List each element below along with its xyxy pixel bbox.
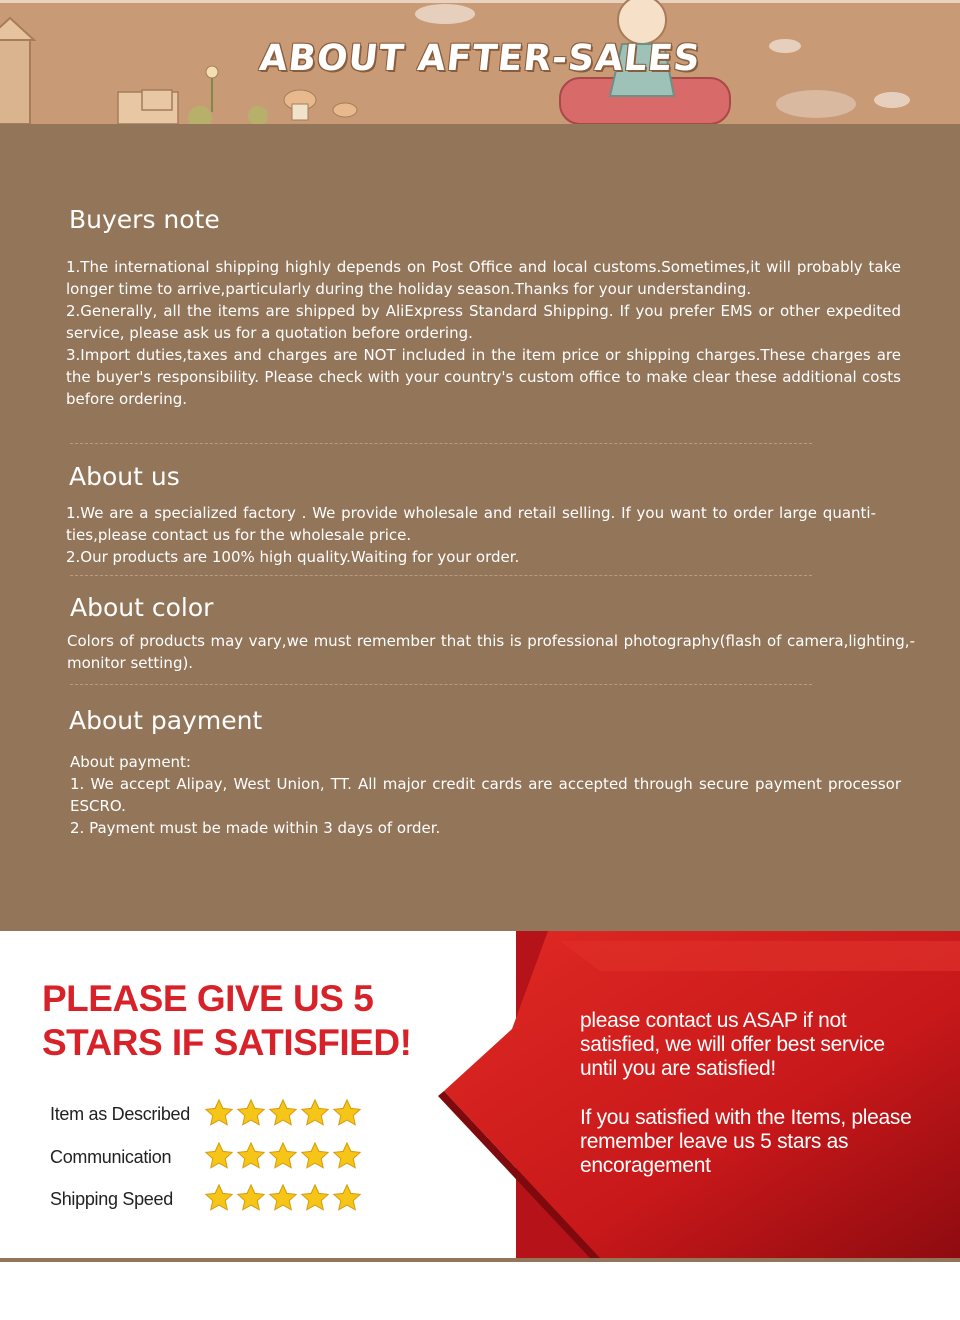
star-icon [204, 1098, 234, 1128]
star-icon [300, 1098, 330, 1128]
about-payment-text [70, 751, 901, 839]
star-icon [300, 1183, 330, 1213]
rating-headline [42, 977, 411, 1065]
star-icon [332, 1098, 362, 1128]
rating-row-label: Item as Described [50, 1104, 190, 1124]
star-icon [268, 1098, 298, 1128]
buyers-note-text [66, 256, 901, 410]
info-panel [0, 124, 960, 931]
small-house-2 [142, 90, 172, 110]
star-icon [236, 1141, 266, 1171]
about-payment-item: About payment: [70, 753, 191, 771]
about-color-item: Colors of products may vary,we must remember that this is professional photography(flash of camera,lighting,-monitor setting). [67, 632, 915, 672]
star-icon [268, 1183, 298, 1213]
star-icon [300, 1141, 330, 1171]
star-icon [268, 1141, 298, 1171]
star-icon [236, 1183, 266, 1213]
about-color-text [67, 630, 915, 674]
star-group [204, 1098, 362, 1128]
about-payment-title: About payment [69, 706, 263, 735]
mushroom-stem [292, 104, 308, 120]
contact-note-line: until you are satisfied! [580, 1057, 776, 1080]
encouragement-note-line: encoragement [580, 1154, 711, 1177]
contact-note-line: please contact us ASAP if not [580, 1009, 847, 1032]
contact-note-line: satisfied, we will offer best service [580, 1033, 885, 1056]
section-divider [70, 443, 812, 444]
house-left-roof [0, 18, 34, 40]
headline-line2: STARS IF SATISFIED! [42, 1022, 412, 1063]
star-icon [204, 1183, 234, 1213]
star-icon [204, 1141, 234, 1171]
buyers-note-item: 3.Import duties,taxes and charges are NOT included in the item price or shipping charges.These charges are the buyer's responsibility. Please check with your country's custom office to make clear these additional costs before ordering. [66, 346, 901, 408]
encouragement-note-line: remember leave us 5 stars as [580, 1130, 849, 1153]
section-divider [70, 575, 812, 576]
star-icon [236, 1098, 266, 1128]
about-us-item: 2.Our products are 100% high quality.Waiting for your order. [66, 548, 520, 566]
about-us-text [66, 502, 876, 568]
banner-title: ABOUT AFTER-SALES [257, 38, 703, 79]
encouragement-note-line: If you satisfied with the Items, please [580, 1106, 912, 1129]
encouragement-note [580, 1106, 911, 1178]
star-group [204, 1141, 362, 1171]
star-icon [332, 1141, 362, 1171]
after-sales-banner [0, 0, 960, 124]
contact-note [580, 1009, 885, 1081]
star-icon [332, 1183, 362, 1213]
rating-banner [0, 931, 960, 1258]
star-group [204, 1183, 362, 1213]
cloud-4 [776, 90, 856, 118]
headline-line1: PLEASE GIVE US 5 [42, 978, 374, 1019]
buyers-note-item: 2.Generally, all the items are shipped by AliExpress Standard Shipping. If you prefer EMS or other expedited service, please ask us for a quotation before ordering. [66, 302, 901, 342]
buyers-note-item: 1.The international shipping highly depends on Post Office and local customs.Sometimes,it will probably take longer time to arrive,particularly during the holiday season.Thanks for your understanding. [66, 258, 901, 298]
bush-2 [248, 106, 268, 124]
rating-row-label: Shipping Speed [50, 1189, 173, 1209]
about-payment-item: 1. We accept Alipay, West Union, TT. All major credit cards are accepted through secure payment processor ESCRO. [70, 775, 901, 815]
cloud [415, 4, 475, 24]
bush [188, 106, 212, 124]
cloud-2 [874, 92, 910, 108]
about-payment-item: 2. Payment must be made within 3 days of order. [70, 819, 441, 837]
buyers-note-title: Buyers note [69, 205, 220, 234]
about-us-title: About us [69, 462, 180, 491]
about-us-item: 1.We are a specialized factory . We provide wholesale and retail selling. If you want to order large quanti-ties,please contact us for the wholesale price. [66, 504, 876, 544]
box-highlight [560, 941, 960, 971]
about-color-title: About color [70, 593, 214, 622]
bottom-bar [0, 1258, 960, 1262]
mushroom-cap-2 [333, 103, 357, 117]
rating-row-label: Communication [50, 1147, 172, 1167]
section-divider [70, 684, 812, 685]
